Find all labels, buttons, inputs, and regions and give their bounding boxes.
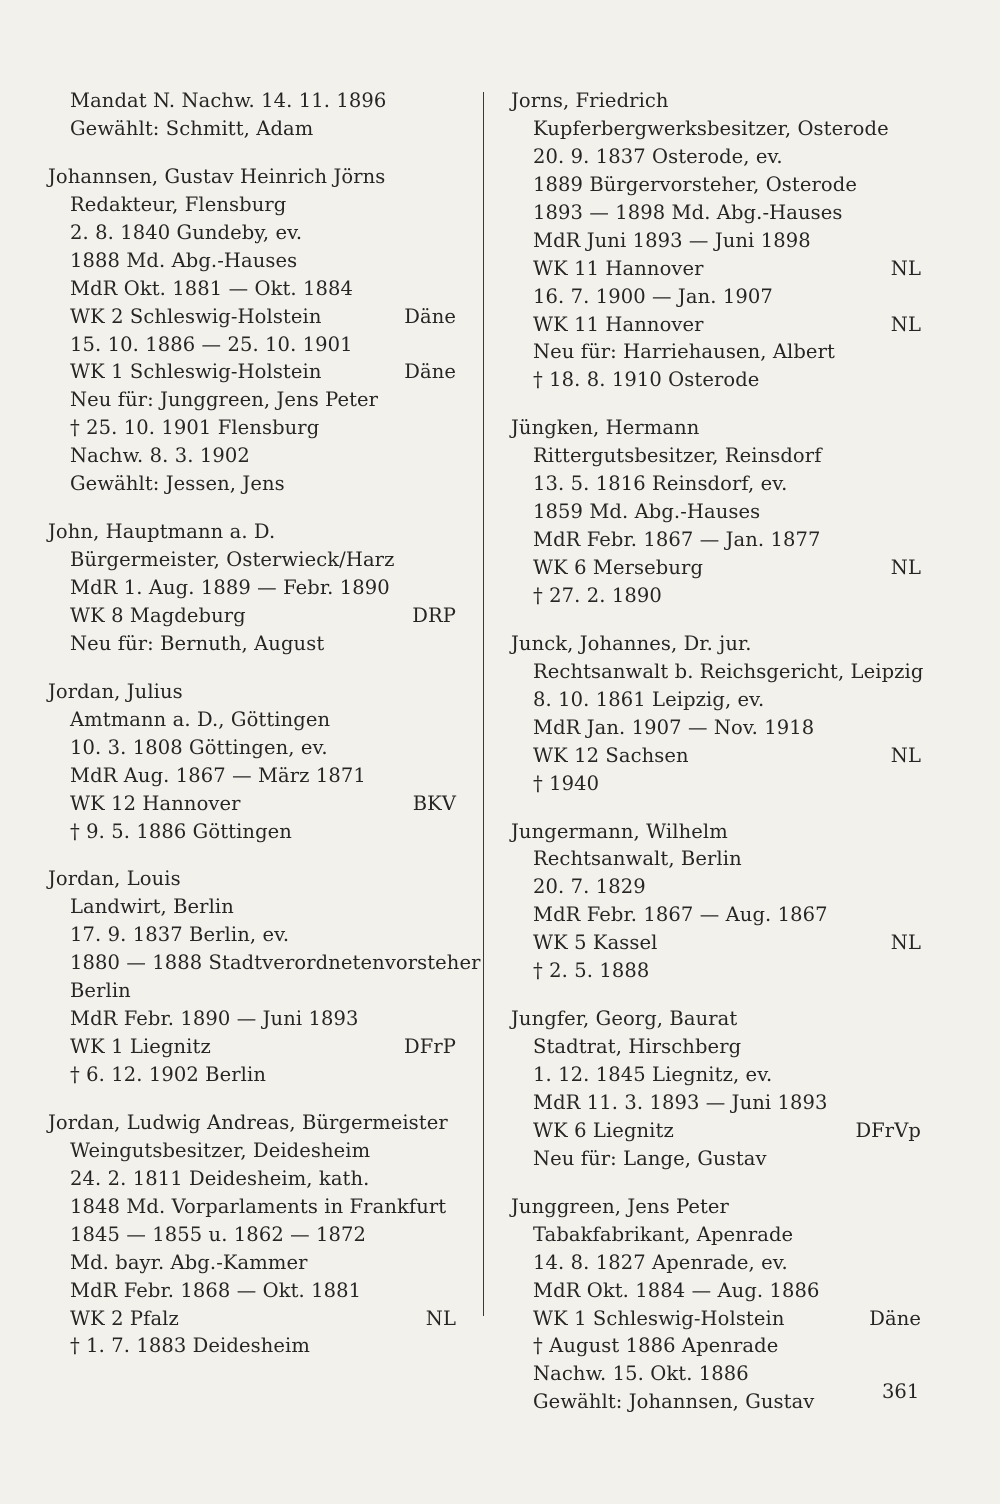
line-text: Gewählt: Schmitt, Adam <box>70 116 314 140</box>
entry-name-line <box>511 630 921 658</box>
line-text: MdR Okt. 1884 — Aug. 1886 <box>533 1278 820 1302</box>
entry-detail-line <box>48 949 481 977</box>
line-text: † 27. 2. 1890 <box>533 583 662 607</box>
biography-entry <box>511 630 924 798</box>
entry-detail-line <box>511 338 921 366</box>
entry-detail-line <box>511 901 921 929</box>
entry-detail-line <box>511 311 921 339</box>
entry-detail-line <box>48 1221 456 1249</box>
line-text: 24. 2. 1811 Deidesheim, kath. <box>70 1166 370 1190</box>
entry-detail-line <box>511 845 921 873</box>
entry-detail-line <box>511 554 921 582</box>
line-text: WK 11 Hannover <box>533 256 704 280</box>
entry-detail-line <box>48 115 456 143</box>
line-text: 20. 7. 1829 <box>533 875 646 899</box>
party-label: NL <box>890 312 921 336</box>
line-text: WK 5 Kassel <box>533 931 658 955</box>
entry-detail-line <box>48 893 456 921</box>
line-text: MdR Jan. 1907 — Nov. 1918 <box>533 715 815 739</box>
line-text: WK 6 Liegnitz <box>533 1118 674 1142</box>
entry-detail-line <box>48 358 456 386</box>
line-text: Berlin <box>70 979 131 1003</box>
entry-name-line <box>48 518 456 546</box>
line-text: Landwirt, Berlin <box>70 895 234 919</box>
entry-detail-line <box>48 1305 456 1333</box>
line-text: Redakteur, Flensburg <box>70 192 287 216</box>
entry-name-line <box>511 414 921 442</box>
line-text: WK 2 Schleswig-Holstein <box>70 304 322 328</box>
entry-name-line <box>511 818 921 846</box>
biography-entry <box>511 818 921 986</box>
entry-detail-line <box>511 1061 921 1089</box>
biography-entry <box>48 87 456 143</box>
line-text: Nachw. 15. Okt. 1886 <box>533 1362 749 1386</box>
party-label: BKV <box>412 791 456 815</box>
entry-detail-line <box>48 546 456 574</box>
line-text: 1880 — 1888 Stadtverordnetenvorsteher <box>70 951 481 975</box>
line-text: Rittergutsbesitzer, Reinsdorf <box>533 444 822 468</box>
party-label: NL <box>890 931 921 955</box>
line-text: Mandat N. Nachw. 14. 11. 1896 <box>70 89 387 112</box>
line-text: MdR Okt. 1881 — Okt. 1884 <box>70 276 354 300</box>
entry-detail-line <box>48 818 456 846</box>
entry-detail-line <box>48 1249 456 1277</box>
biography-entry <box>511 1005 921 1173</box>
line-text: Jordan, Ludwig Andreas, Bürgermeister <box>48 1110 448 1134</box>
line-text: 1859 Md. Abg.-Hauses <box>533 500 761 524</box>
line-text: † 1. 7. 1883 Deidesheim <box>70 1334 310 1358</box>
line-text: 8. 10. 1861 Leipzig, ev. <box>533 687 765 711</box>
entry-detail-line <box>511 1221 921 1249</box>
party-label: DFrP <box>403 1035 456 1059</box>
line-text: John, Hauptmann a. D. <box>48 520 276 544</box>
line-text: † 18. 8. 1910 Osterode <box>533 368 760 392</box>
entry-detail-line <box>48 734 456 762</box>
entry-detail-line <box>48 977 456 1005</box>
entry-detail-line <box>48 1332 456 1360</box>
entry-detail-line <box>48 762 456 790</box>
entry-detail-line <box>511 143 921 171</box>
entry-spacer <box>48 1089 456 1109</box>
line-text: Johannsen, Gustav Heinrich Jörns <box>48 164 386 188</box>
entry-detail-line <box>511 873 921 901</box>
entry-name-line <box>48 865 456 893</box>
line-text: Gewählt: Jessen, Jens <box>70 472 285 496</box>
line-text: Tabakfabrikant, Apenrade <box>533 1222 794 1246</box>
entry-detail-line <box>48 574 456 602</box>
entry-detail-line <box>511 742 921 770</box>
entry-spacer <box>48 845 456 865</box>
party-label: Däne <box>404 360 456 384</box>
line-text: Nachw. 8. 3. 1902 <box>70 444 250 468</box>
entry-detail-line <box>511 770 921 798</box>
line-text: Jungfer, Georg, Baurat <box>511 1007 738 1031</box>
entry-detail-line <box>48 1277 456 1305</box>
line-text: Jungermann, Wilhelm <box>511 819 728 843</box>
entry-detail-line <box>511 171 921 199</box>
biography-entry <box>48 518 456 658</box>
line-text: Md. bayr. Abg.-Kammer <box>70 1250 308 1274</box>
line-text: WK 1 Schleswig-Holstein <box>70 360 322 384</box>
entry-detail-line <box>48 275 456 303</box>
entry-detail-line <box>48 706 456 734</box>
line-text: Jordan, Louis <box>48 867 181 891</box>
line-text: WK 1 Liegnitz <box>70 1035 211 1059</box>
entry-detail-line <box>48 1033 456 1061</box>
entry-detail-line <box>511 1089 921 1117</box>
entry-detail-line <box>511 1249 921 1277</box>
line-text: MdR Febr. 1867 — Aug. 1867 <box>533 903 828 927</box>
biography-entry <box>48 865 481 1089</box>
line-text: Neu für: Lange, Gustav <box>533 1146 767 1170</box>
entry-detail-line <box>511 957 921 985</box>
line-text: WK 6 Merseburg <box>533 556 704 579</box>
line-text: WK 8 Magdeburg <box>70 603 246 627</box>
entry-detail-line <box>511 1277 921 1305</box>
entry-detail-line <box>48 1165 456 1193</box>
entry-detail-line <box>511 1388 921 1416</box>
entry-detail-line <box>511 1360 921 1388</box>
line-text: Neu für: Junggreen, Jens Peter <box>70 388 379 412</box>
entry-detail-line <box>511 582 921 610</box>
line-text: Bürgermeister, Osterwieck/Harz <box>70 548 395 572</box>
line-text: Weingutsbesitzer, Deidesheim <box>70 1138 371 1162</box>
line-text: MdR Aug. 1867 — März 1871 <box>70 763 366 787</box>
line-text: 1888 Md. Abg.-Hauses <box>70 248 298 272</box>
biography-entry <box>48 1109 456 1360</box>
entry-spacer <box>511 394 921 414</box>
entry-spacer <box>511 1173 921 1193</box>
line-text: Neu für: Harriehausen, Albert <box>533 340 835 364</box>
line-text: WK 2 Pfalz <box>70 1306 179 1330</box>
entry-spacer <box>511 985 921 1005</box>
entry-detail-line <box>48 602 456 630</box>
party-label: NL <box>890 256 921 280</box>
entry-detail-line <box>511 1117 921 1145</box>
entry-detail-line <box>511 1145 921 1173</box>
entry-name-line <box>48 163 456 191</box>
party-label: DFrVp <box>855 1118 921 1142</box>
entry-spacer <box>48 658 456 678</box>
biography-entry <box>511 1193 921 1417</box>
line-text: WK 12 Sachsen <box>533 743 689 767</box>
entry-detail-line <box>48 630 456 658</box>
entry-detail-line <box>48 247 456 275</box>
entry-detail-line <box>48 1061 456 1089</box>
line-text: 1848 Md. Vorparlaments in Frankfurt <box>70 1194 447 1218</box>
entry-detail-line <box>48 1193 456 1221</box>
entry-detail-line <box>511 686 921 714</box>
entry-detail-line <box>48 470 456 498</box>
line-text: WK 11 Hannover <box>533 312 704 336</box>
biography-entry <box>48 678 456 846</box>
entry-detail-line <box>48 87 456 115</box>
biography-entry <box>511 414 921 610</box>
line-text: 14. 8. 1827 Apenrade, ev. <box>533 1250 788 1274</box>
right-column <box>511 87 924 1416</box>
entry-detail-line <box>511 498 921 526</box>
line-text: 20. 9. 1837 Osterode, ev. <box>533 144 783 168</box>
entry-detail-line <box>511 470 921 498</box>
line-text: Junck, Johannes, Dr. jur. <box>511 631 752 655</box>
line-text: 16. 7. 1900 — Jan. 1907 <box>533 284 773 308</box>
line-text: MdR Febr. 1867 — Jan. 1877 <box>533 528 821 552</box>
entry-detail-line <box>511 199 921 227</box>
entry-name-line <box>511 1005 921 1033</box>
entry-detail-line <box>511 526 921 554</box>
line-text: MdR Febr. 1890 — Juni 1893 <box>70 1007 359 1031</box>
entry-detail-line <box>511 714 921 742</box>
entry-spacer <box>48 498 456 518</box>
party-label: DRP <box>412 603 456 627</box>
line-text: 1845 — 1855 u. 1862 — 1872 <box>70 1222 367 1246</box>
line-text: † 1940 <box>533 771 600 795</box>
party-label: Däne <box>404 304 456 328</box>
line-text: † 25. 10. 1901 Flensburg <box>70 416 320 440</box>
entry-detail-line <box>48 303 456 331</box>
entry-detail-line <box>48 414 456 442</box>
page-number: 361 <box>882 1380 920 1403</box>
line-text: 15. 10. 1886 — 25. 10. 1901 <box>70 332 353 356</box>
entry-detail-line <box>511 255 921 283</box>
line-text: 17. 9. 1837 Berlin, ev. <box>70 923 290 947</box>
line-text: Kupferbergwerksbesitzer, Osterode <box>533 116 889 140</box>
entry-detail-line <box>48 1137 456 1165</box>
left-column <box>48 87 481 1360</box>
entry-detail-line <box>511 442 921 470</box>
line-text: 13. 5. 1816 Reinsdorf, ev. <box>533 472 788 496</box>
column-divider <box>483 92 484 1316</box>
line-text: † 2. 5. 1888 <box>533 959 650 983</box>
biography-entry <box>511 87 921 394</box>
entry-detail-line <box>48 331 456 359</box>
line-text: Stadtrat, Hirschberg <box>533 1035 742 1059</box>
entry-spacer <box>511 798 921 818</box>
line-text: † August 1886 Apenrade <box>533 1334 779 1358</box>
line-text: 1. 12. 1845 Liegnitz, ev. <box>533 1063 773 1086</box>
line-text: Neu für: Bernuth, August <box>70 631 325 655</box>
entry-name-line <box>48 678 456 706</box>
entry-detail-line <box>511 115 921 143</box>
entry-name-line <box>511 1193 921 1221</box>
entry-detail-line <box>511 283 921 311</box>
line-text: 1893 — 1898 Md. Abg.-Hauses <box>533 200 843 224</box>
line-text: WK 12 Hannover <box>70 791 241 815</box>
entry-detail-line <box>511 1332 921 1360</box>
line-text: Jüngken, Hermann <box>511 416 700 440</box>
line-text: 1889 Bürgervorsteher, Osterode <box>533 172 857 196</box>
line-text: † 9. 5. 1886 Göttingen <box>70 819 292 843</box>
biography-entry <box>48 163 456 498</box>
line-text: MdR Febr. 1868 — Okt. 1881 <box>70 1278 362 1302</box>
entry-detail-line <box>511 227 921 255</box>
entry-detail-line <box>511 1305 921 1333</box>
entry-detail-line <box>511 658 924 686</box>
entry-detail-line <box>48 442 456 470</box>
line-text: MdR 1. Aug. 1889 — Febr. 1890 <box>70 576 390 599</box>
party-label: NL <box>425 1306 456 1330</box>
entry-name-line <box>48 1109 456 1137</box>
entry-detail-line <box>48 386 456 414</box>
line-text: Gewählt: Johannsen, Gustav <box>533 1390 815 1414</box>
line-text: MdR Juni 1893 — Juni 1898 <box>533 228 811 252</box>
line-text: MdR 11. 3. 1893 — Juni 1893 <box>533 1090 828 1114</box>
line-text: Jorns, Friedrich <box>511 89 669 112</box>
line-text: Rechtsanwalt b. Reichsgericht, Leipzig <box>533 659 924 683</box>
party-label: Däne <box>869 1306 921 1330</box>
line-text: Junggreen, Jens Peter <box>511 1194 729 1218</box>
entry-detail-line <box>511 366 921 394</box>
line-text: Rechtsanwalt, Berlin <box>533 847 742 871</box>
entry-detail-line <box>48 921 456 949</box>
entry-detail-line <box>48 790 456 818</box>
entry-detail-line <box>48 219 456 247</box>
line-text: 2. 8. 1840 Gundeby, ev. <box>70 220 303 244</box>
line-text: Amtmann a. D., Göttingen <box>70 707 331 731</box>
line-text: WK 1 Schleswig-Holstein <box>533 1306 785 1330</box>
entry-spacer <box>511 610 921 630</box>
entry-spacer <box>48 143 456 163</box>
party-label: NL <box>890 556 921 579</box>
line-text: 10. 3. 1808 Göttingen, ev. <box>70 735 328 759</box>
entry-detail-line <box>511 1033 921 1061</box>
line-text: Jordan, Julius <box>48 679 183 703</box>
party-label: NL <box>890 743 921 767</box>
entry-detail-line <box>48 191 456 219</box>
entry-name-line <box>511 87 921 115</box>
line-text: † 6. 12. 1902 Berlin <box>70 1063 267 1086</box>
entry-detail-line <box>511 929 921 957</box>
entry-detail-line <box>48 1005 456 1033</box>
